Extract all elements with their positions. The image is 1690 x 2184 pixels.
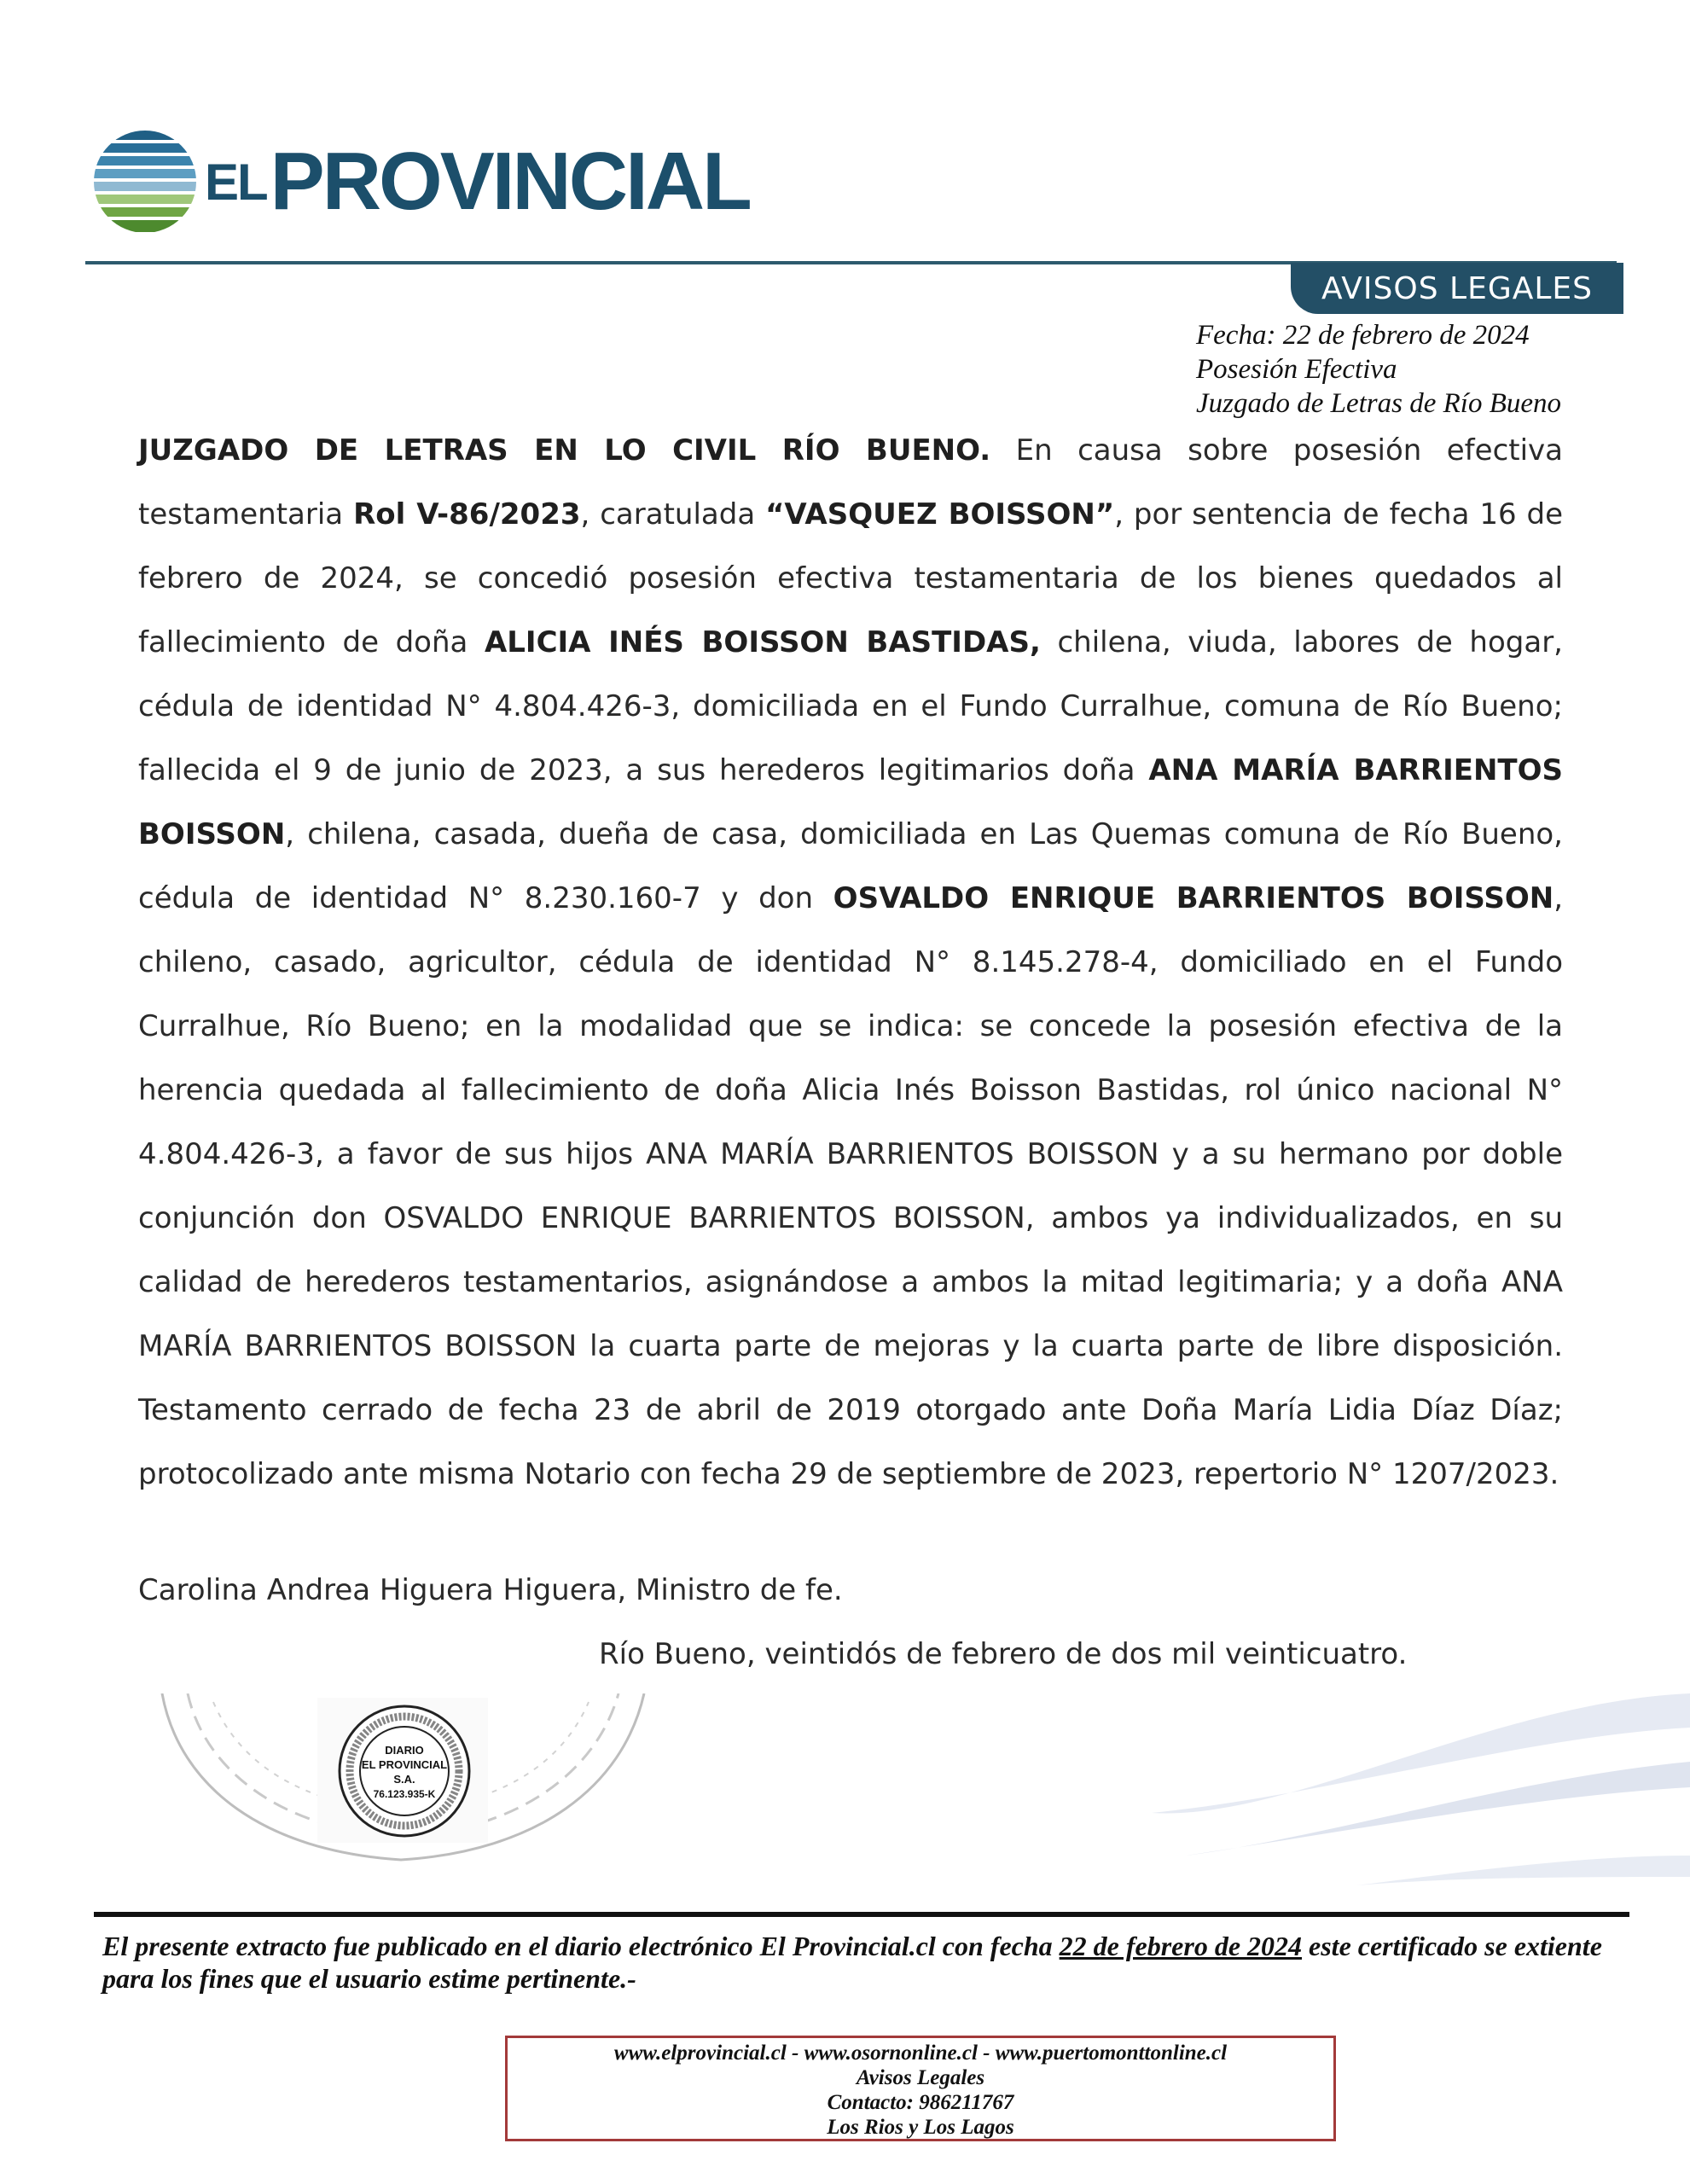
brand-provincial: PROVINCIAL [270, 136, 750, 227]
notice-body [138, 419, 1563, 1507]
deceased-name: ALICIA INÉS BOISSON BASTIDAS, [484, 625, 1041, 659]
notice-meta [1196, 318, 1561, 421]
el-provincial-stamp-icon [326, 1703, 488, 1839]
heir-name-1: ANA MARÍA BARRIENTOS BOISSON [138, 753, 1563, 851]
heir-name-2: OSVALDO ENRIQUE BARRIENTOS BOISSON [833, 881, 1554, 915]
place-and-date: Río Bueno, veintidós de febrero de dos mil veinticuatro. [599, 1637, 1408, 1671]
publication-certificate-note [102, 1930, 1604, 1995]
note-text-end: este certificado se extiente para los fines que el usuario estime pertinente.- [102, 1931, 1602, 1994]
case-caption: “VASQUEZ BOISSON” [765, 497, 1115, 531]
decorative-swoosh [1135, 1685, 1690, 1924]
footer-divider [94, 1912, 1629, 1917]
meta-date: Fecha: 22 de febrero de 2024 [1196, 320, 1530, 351]
body-text-segment: , chilena, casada, dueña de casa, domiciliada en Las Quemas comuna de Río Bueno, cédula de identidad N° 8.230.160-7 y don [138, 817, 1563, 915]
stamp-line-1: DIARIO [385, 1744, 424, 1757]
note-text: El presente extracto fue publicado en el diario electrónico El Provincial.cl con fecha [102, 1931, 1060, 1961]
brand-el: EL [205, 153, 267, 211]
court-name: JUZGADO DE LETRAS EN LO CIVIL RÍO BUENO. [138, 433, 991, 468]
note-date: 22 de febrero de 2024 [1059, 1931, 1303, 1961]
body-text-segment: , caratulada [580, 497, 766, 531]
stamp-line-2: EL PROVINCIAL [361, 1758, 448, 1771]
contact-box [505, 2036, 1336, 2141]
meta-type: Posesión Efectiva [1196, 354, 1397, 385]
body-text-segment: En causa sobre posesión efectiva testamentaria [138, 433, 1563, 531]
region-line: Los Rios y Los Lagos [827, 2116, 1014, 2139]
case-rol: Rol V-86/2023 [353, 497, 581, 531]
body-text-segment: , chileno, casado, agricultor, cédula de identidad N° 8.145.278-4, domiciliado en el Fundo Curralhue, Río Bueno; en la modalidad que se indica: se concede la posesión efectiva de la herencia quedada al fallecimiento de doña Alicia Inés Boisson Bastidas, rol único nacional N° 4.804.426-3, a favor de sus hijos ANA MARÍA BARRIENTOS BOISSON y a su hermano por doble conjunción don OSVALDO ENRIQUE BARRIENTOS BOISSON, ambos ya individualizados, en su calidad de herederos testamentarios, asignándose a ambos la mitad legitimaria; y a doña ANA MARÍA BARRIENTOS BOISSON la cuarta parte de mejoras y la cuarta parte de libre disposición. Testamento cerrado de fecha 23 de abril de 2019 otorgado ante Doña María Lidia Díaz Díaz; protocolizado ante misma Notario con fecha 29 de septiembre de 2023, repertorio N° 1207/2023. [138, 881, 1564, 1491]
websites-line: www.elprovincial.cl - www.osornonline.cl - www.puertomonttonline.cl [613, 2042, 1228, 2065]
stamp-line-4: 76.123.935-K [373, 1788, 436, 1800]
body-text-segment: , por sentencia de fecha 16 de febrero de 2024, se concedió posesión efectiva testamentaria de los bienes quedados al fallecimiento de doña [138, 497, 1564, 659]
meta-court: Juzgado de Letras de Río Bueno [1196, 388, 1562, 419]
section-line: Avisos Legales [856, 2066, 985, 2089]
body-text-segment: chilena, viuda, labores de hogar, cédula de identidad N° 4.804.426-3, domiciliada en el Fundo Curralhue, comuna de Río Bueno; fallecida el 9 de junio de 2023, a sus herederos legitimarios doña [138, 625, 1563, 787]
section-tab-avisos-legales: AVISOS LEGALES [1291, 263, 1623, 314]
signature-line: Carolina Andrea Higuera Higuera, Ministro de fe. [138, 1573, 843, 1607]
contact-phone: Contacto: 986211767 [827, 2091, 1014, 2114]
stamp-line-3: S.A. [393, 1773, 415, 1786]
brand-wordmark [205, 126, 750, 237]
el-provincial-logo-icon [90, 126, 200, 237]
